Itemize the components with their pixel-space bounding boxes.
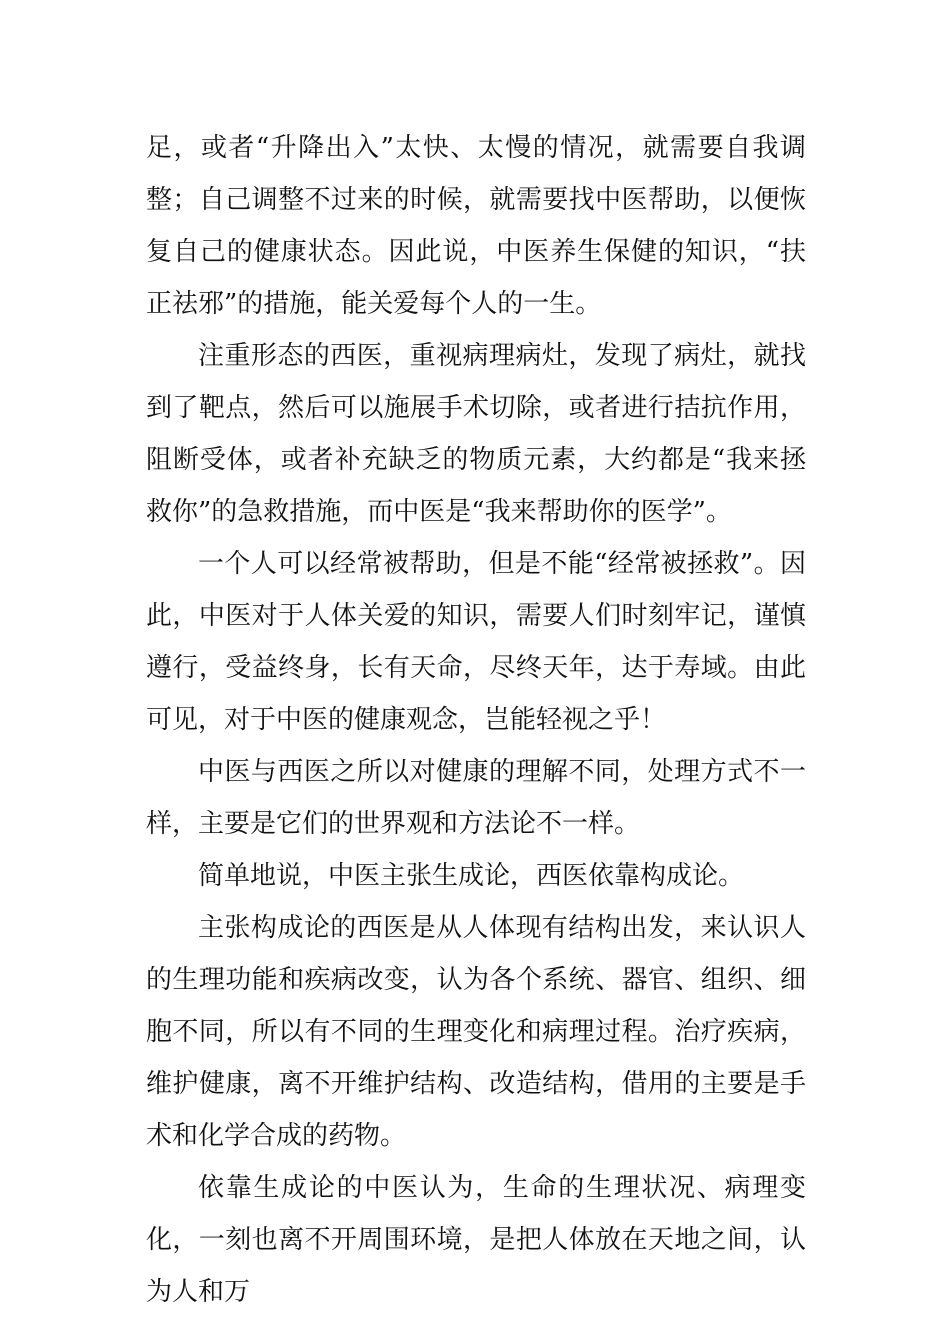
paragraph-7: 依靠生成论的中医认为，生命的生理状况、病理变化，一刻也离不开周围环境，是把人体放在天地之间，认为人和万 <box>146 1173 806 1307</box>
paragraph-2: 注重形态的西医，重视病理病灶，发现了病灶，就找到了靶点，然后可以施展手术切除，或者进行拮抗作用，阻断受体，或者补充缺乏的物质元素，大约都是“我来拯救你”的急救措施，而中医是“我来帮助你的医学”。 <box>146 341 806 527</box>
paragraph-1: 足，或者“升降出入”太快、太慢的情况，就需要自我调整；自己调整不过来的时候，就需要找中医帮助，以便恢复自己的健康状态。因此说，中医养生保健的知识，“扶正祛邪”的措施，能关爱每个人的一生。 <box>146 133 806 319</box>
body-text <box>146 122 806 1318</box>
paragraph-4: 中医与西医之所以对健康的理解不同，处理方式不一样，主要是它们的世界观和方法论不一样。 <box>146 757 806 839</box>
paragraph-5: 简单地说，中医主张生成论，西医依靠构成论。 <box>198 861 745 891</box>
paragraph-6: 主张构成论的西医是从人体现有结构出发，来认识人的生理功能和疾病改变，认为各个系统、器官、组织、细胞不同，所以有不同的生理变化和病理过程。治疗疾病，维护健康，离不开维护结构、改造结构，借用的主要是手术和化学合成的药物。 <box>146 913 806 1151</box>
paragraph-3: 一个人可以经常被帮助，但是不能“经常被拯救”。因此，中医对于人体关爱的知识，需要人们时刻牢记，谨慎遵行，受益终身，长有天命，尽终天年，达于寿域。由此可见，对于中医的健康观念，岂能轻视之乎！ <box>146 549 806 735</box>
